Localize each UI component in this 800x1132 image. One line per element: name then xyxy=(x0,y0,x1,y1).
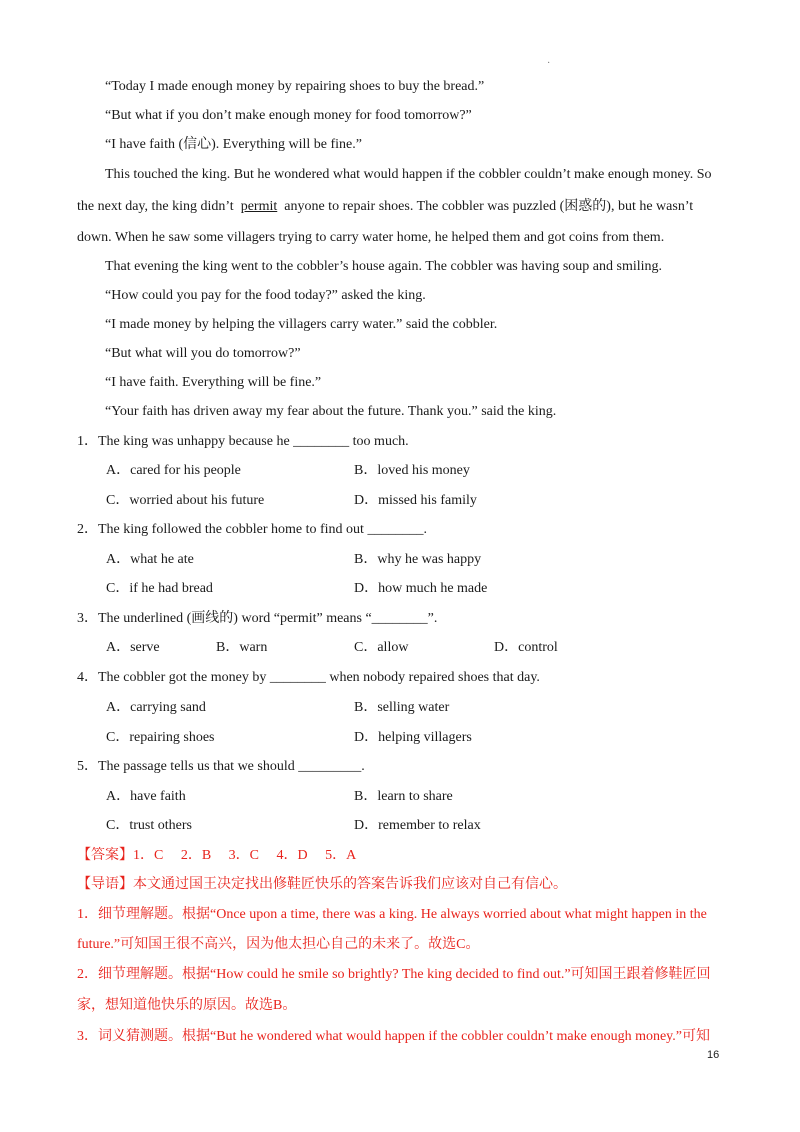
story-paragraph-7: “I made money by helping the villagers carry water.” said the cobbler. xyxy=(105,317,498,332)
question-1-option-d: D．missed his family xyxy=(354,493,477,508)
question-1-option-b: B．loved his money xyxy=(354,463,470,478)
story-paragraph-10: “Your faith has driven away my fear about the future. Thank you.” said the king. xyxy=(105,404,557,419)
question-1-stem: 1．The king was unhappy because he ________ too much. xyxy=(77,434,409,449)
question-1-option-c: C．worried about his future xyxy=(106,493,265,508)
question-4-option-c: C．repairing shoes xyxy=(106,730,215,745)
question-4-stem: 4．The cobbler got the money by ________ when nobody repaired shoes that day. xyxy=(77,670,540,685)
question-3-option-d: D．control xyxy=(494,640,558,655)
explanation-1-line-1: 1．细节理解题。根据“Once upon a time, there was a king. He always worried about what might happen in the xyxy=(77,907,707,922)
question-3-option-a: A．serve xyxy=(106,640,160,655)
story-paragraph-4-line-2 xyxy=(77,198,693,216)
story-paragraph-8: “But what will you do tomorrow?” xyxy=(105,346,301,361)
story-paragraph-1: “Today I made enough money by repairing shoes to buy the bread.” xyxy=(105,79,485,94)
question-2-option-a: A．what he ate xyxy=(106,552,194,567)
question-4-option-a: A．carrying sand xyxy=(106,700,206,715)
question-5-option-b: B．learn to share xyxy=(354,789,453,804)
story-paragraph-9: “I have faith. Everything will be fine.” xyxy=(105,375,322,390)
question-5-option-a: A．have faith xyxy=(106,789,186,804)
question-1-option-a: A．cared for his people xyxy=(106,463,241,478)
question-5-stem: 5．The passage tells us that we should _________. xyxy=(77,759,365,774)
story-paragraph-5: That evening the king went to the cobbler’s house again. The cobbler was having soup and smiling. xyxy=(105,259,663,274)
question-4-option-d: D．helping villagers xyxy=(354,730,472,745)
story-paragraph-2: “But what if you don’t make enough money for food tomorrow?” xyxy=(105,108,472,123)
answer-guide: 【导语】本文通过国王决定找出修鞋匠快乐的答案告诉我们应该对自己有信心。 xyxy=(77,877,567,892)
question-2-option-c: C．if he had bread xyxy=(106,581,213,596)
explanation-2-line-1: 2．细节理解题。根据“How could he smile so brightly? The king decided to find out.”可知国王跟着修鞋匠回 xyxy=(77,967,711,982)
page-dot-mark: · xyxy=(547,58,551,69)
question-5-option-c: C．trust others xyxy=(106,818,192,833)
explanation-2-line-2: 家，想知道他快乐的原因。故选B。 xyxy=(77,998,297,1013)
story-text: anyone to repair shoes. The cobbler was puzzled (困惑的), but he wasn’t xyxy=(284,199,694,214)
answer-key: 【答案】1．C 2．B 3．C 4．D 5．A xyxy=(77,848,357,863)
underlined-word-permit: permit xyxy=(240,199,278,214)
question-3-option-b: B．warn xyxy=(216,640,268,655)
story-paragraph-4-line-1: This touched the king. But he wondered what would happen if the cobbler couldn’t make enough money. So xyxy=(105,167,712,182)
explanation-1-line-2: future.”可知国王很不高兴，因为他太担心自己的未来了。故选C。 xyxy=(77,937,480,952)
story-paragraph-3: “I have faith (信心). Everything will be fine.” xyxy=(105,137,362,152)
story-paragraph-6: “How could you pay for the food today?” asked the king. xyxy=(105,288,426,303)
question-3-stem: 3．The underlined (画线的) word “permit” means “________”. xyxy=(77,611,438,626)
story-paragraph-4-line-3: down. When he saw some villagers trying to carry water home, he helped them and got coins from them. xyxy=(77,230,665,245)
question-4-option-b: B．selling water xyxy=(354,700,450,715)
question-3-option-c: C．allow xyxy=(354,640,409,655)
question-2-stem: 2．The king followed the cobbler home to find out ________. xyxy=(77,522,427,537)
story-text: the next day, the king didn’t xyxy=(77,199,234,214)
question-2-option-d: D．how much he made xyxy=(354,581,488,596)
question-2-option-b: B．why he was happy xyxy=(354,552,482,567)
question-5-option-d: D．remember to relax xyxy=(354,818,481,833)
explanation-3-line-1: 3．词义猜测题。根据“But he wondered what would happen if the cobbler couldn’t make enough money.”可知 xyxy=(77,1029,710,1044)
page-number: 16 xyxy=(707,1049,720,1061)
